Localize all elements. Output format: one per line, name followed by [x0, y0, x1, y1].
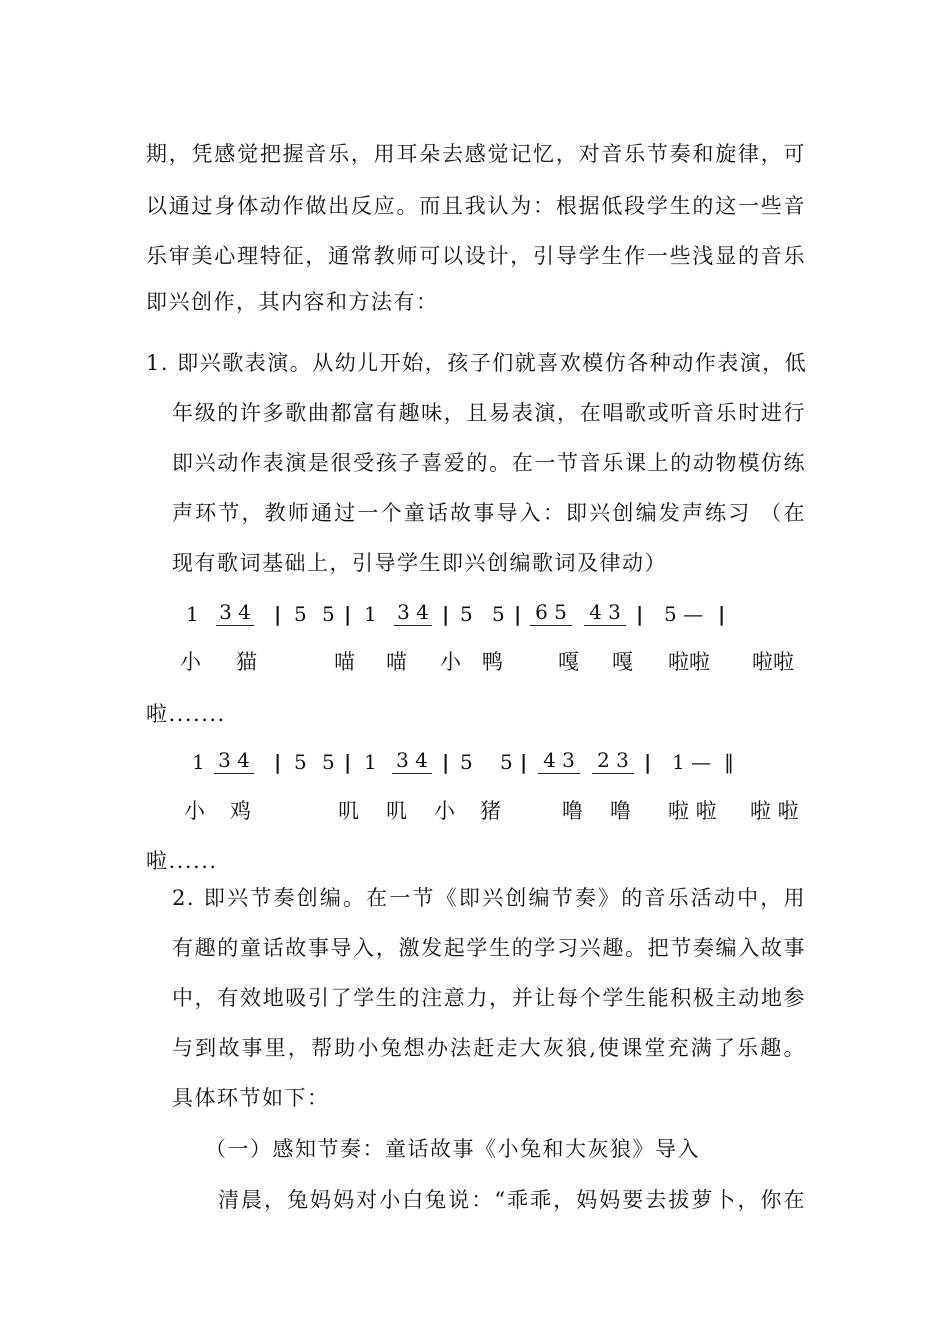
note-underlined: 6 5 — [530, 599, 572, 626]
bar-line: | — [344, 750, 352, 774]
double-bar-line: ‖ — [724, 750, 734, 774]
note: 5 — [294, 750, 307, 774]
lyrics-line-2 — [0, 791, 950, 831]
bar-line: | — [274, 602, 282, 626]
lyrics-tail: 啦...... — [146, 849, 218, 873]
section-heading: （一）感知节奏：童话故事《小兔和大灰狼》导入 — [205, 1137, 700, 1161]
lyric: 嘎 — [558, 650, 579, 674]
item1-line: 声环节，教师通过一个童话故事导入：即兴创编发声练习 （在 — [172, 501, 806, 525]
lyric: 小 — [180, 650, 201, 674]
bar-line: | — [344, 602, 352, 626]
note-underlined: 3 4 — [394, 599, 432, 626]
item2-line: 与到故事里，帮助小兔想办法赶走大灰狼,使课堂充满了乐趣。 — [172, 1036, 806, 1060]
note-underlined: 4 3 — [538, 747, 580, 774]
bar-line: | — [442, 602, 450, 626]
lyric: 猪 — [480, 799, 501, 823]
note-underlined: 3 4 — [392, 747, 432, 774]
note: 1 — — [672, 750, 712, 774]
bar-line: | — [718, 602, 726, 626]
item1-line: 即兴动作表演是很受孩子喜爱的。在一节音乐课上的动物模仿练 — [172, 451, 806, 475]
lyric: 啦 啦 — [668, 799, 717, 823]
jianpu-score-2 — [0, 745, 950, 779]
lyric: 嘎 — [612, 650, 633, 674]
lyric: 小 — [184, 799, 205, 823]
intro-line: 以通过身体动作做出反应。而且我认为：根据低段学生的这一些音 — [146, 194, 806, 218]
intro-line: 即兴创作，其内容和方法有： — [146, 290, 439, 314]
lyric: 啦啦 — [752, 650, 794, 674]
bar-line: | — [520, 750, 528, 774]
note: 1 — [364, 602, 377, 626]
jianpu-score-1 — [0, 597, 950, 631]
lyric: 啦啦 — [668, 650, 710, 674]
note: 5 — — [664, 602, 704, 626]
bar-line: | — [274, 750, 282, 774]
lyric: 小 — [434, 799, 455, 823]
lyrics-tail: 啦....... — [146, 702, 226, 726]
item1-line: 年级的许多歌曲都富有趣味，且易表演，在唱歌或听音乐时进行 — [172, 401, 806, 425]
lyric: 小 — [440, 650, 461, 674]
note-underlined: 3 4 — [214, 747, 254, 774]
bar-line: | — [636, 602, 644, 626]
intro-line: 期，凭感觉把握音乐，用耳朵去感觉记忆，对音乐节奏和旋律，可 — [146, 142, 806, 166]
note: 5 — [460, 602, 473, 626]
bar-line: | — [442, 750, 450, 774]
bar-line: | — [644, 750, 652, 774]
lyric: 鸭 — [482, 650, 503, 674]
note: 5 — [294, 602, 307, 626]
bar-line: | — [514, 602, 522, 626]
note-underlined: 2 3 — [592, 747, 634, 774]
note-underlined: 4 3 — [584, 599, 626, 626]
lyric: 啦 啦 — [750, 799, 799, 823]
lyric: 噜 — [610, 799, 631, 823]
note: 5 — [500, 750, 513, 774]
item2-line: 中，有效地吸引了学生的注意力，并让每个学生能积极主动地参 — [172, 986, 806, 1010]
lyric: 噜 — [562, 799, 583, 823]
note: 1 — [186, 602, 199, 626]
lyrics-line-1 — [0, 642, 950, 682]
lyric: 猫 — [236, 650, 257, 674]
lyric: 喵 — [386, 650, 407, 674]
item2-line: 2. 即兴节奏创编。在一节《即兴创编节奏》的音乐活动中，用 — [172, 886, 806, 910]
item1-line: 现有歌词基础上，引导学生即兴创编歌词及律动） — [172, 551, 667, 575]
note: 5 — [322, 750, 335, 774]
note: 5 — [492, 602, 505, 626]
lyric: 喵 — [334, 650, 355, 674]
intro-line: 乐审美心理特征，通常教师可以设计，引导学生作一些浅显的音乐 — [146, 244, 806, 268]
note: 5 — [322, 602, 335, 626]
story-line: 清晨，兔妈妈对小白兔说：“乖乖，妈妈要去拔萝卜，你在 — [218, 1188, 806, 1212]
lyric: 叽 — [386, 799, 407, 823]
note: 5 — [460, 750, 473, 774]
lyric: 鸡 — [230, 799, 251, 823]
note: 1 — [364, 750, 377, 774]
note-underlined: 3 4 — [216, 599, 254, 626]
item2-line: 具体环节如下： — [172, 1086, 330, 1110]
item2-line: 有趣的童话故事导入，激发起学生的学习兴趣。把节奏编入故事 — [172, 936, 806, 960]
item1-line: 1. 即兴歌表演。从幼儿开始，孩子们就喜欢模仿各种动作表演，低 — [146, 351, 808, 375]
lyric: 叽 — [338, 799, 359, 823]
note: 1 — [192, 750, 205, 774]
